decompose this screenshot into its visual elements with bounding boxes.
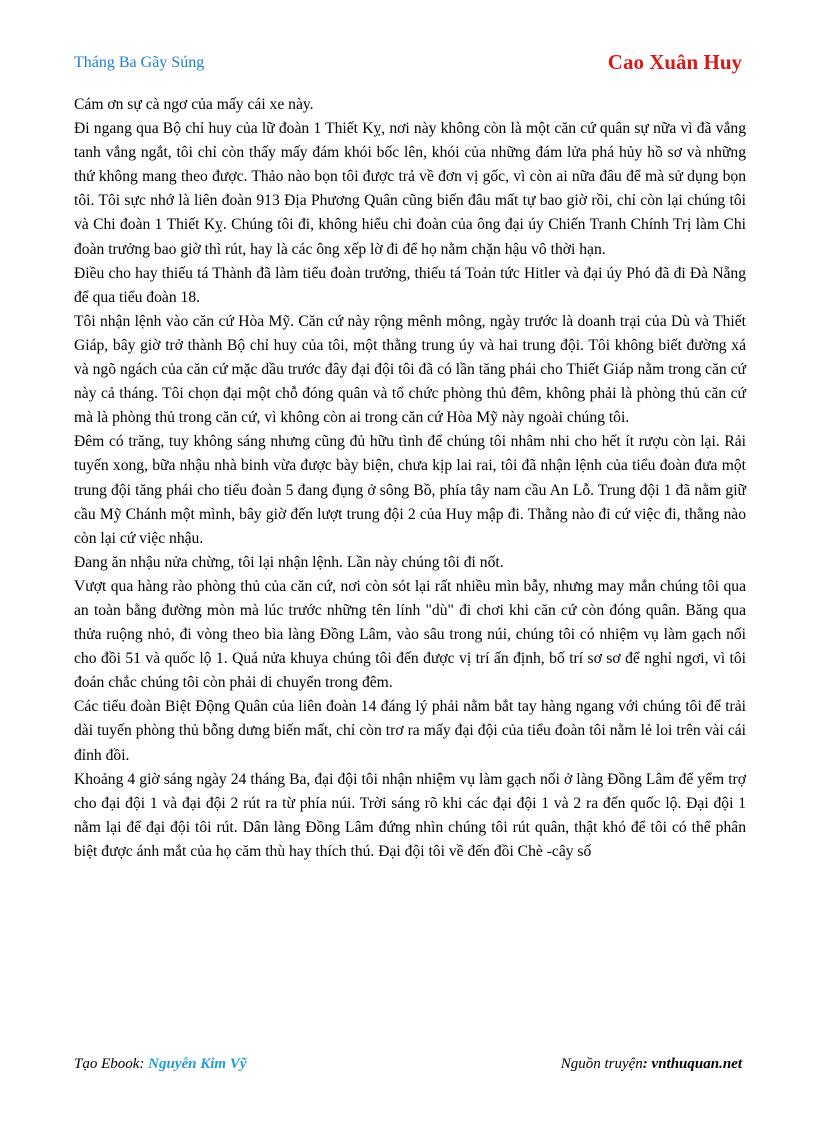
paragraph: Khoảng 4 giờ sáng ngày 24 tháng Ba, đại đội tôi nhận nhiệm vụ làm gạch nối ở làng Đồng Lâm để yểm trợ cho đại đội 1 và đại đội 2 rút ra từ phía núi. Trời sáng rõ khi các đại đội 1 và 2 ra đến quốc lộ. Đại đội 1 nằm lại để đại đội tôi rút. Dân làng Đồng Lâm đứng nhìn chúng tôi rút quân, thật khó để tôi có thể phân biệt được ánh mắt của họ căm thù hay thích thú. Đại đội tôi về đến đồi Chè -cây số: [74, 770, 746, 860]
ebook-label: Tạo Ebook: [74, 1056, 140, 1072]
source-site: vnthuquan.net: [651, 1056, 742, 1072]
source-separator: :: [642, 1056, 652, 1072]
ebook-creator-name: Nguyễn Kim Vỹ: [148, 1056, 247, 1072]
paragraph: Đi ngang qua Bộ chỉ huy của lữ đoàn 1 Thiết Kỵ, nơi này không còn là một căn cứ quân sự nữa vì đã vắng tanh vắng ngắt, tôi chỉ còn thấy mấy đám khói bốc lên, khói của những đám lửa phá hủy hồ sơ và những thứ không mang theo được. Thảo nào bọn tôi được trả về đơn vị gốc, vì còn ai nữa đâu để mà sử dụng bọn tôi. Tôi sực nhớ là liên đoàn 913 Địa Phương Quân cũng biến đâu mất tự bao giờ rồi, chỉ còn lại chúng tôi và Chi đoàn 1 Thiết Kỵ. Chúng tôi đi, không hiểu chi đoàn của ông đại úy Chiến Tranh Chính Trị làm Chi đoàn trưởng bao giờ thì rút, hay là các ông xếp lờ đi để họ nằm chặn hậu vô thời hạn.: [74, 120, 746, 258]
ebook-credit: [74, 1056, 247, 1073]
paragraph: Đang ăn nhậu nửa chừng, tôi lại nhận lệnh. Lần này chúng tôi đi nốt.: [74, 553, 504, 571]
ebook-separator: :: [139, 1056, 149, 1072]
author-name: Cao Xuân Huy: [607, 50, 742, 74]
chapter-body: [74, 93, 746, 864]
source-label: Nguồn truyện: [560, 1056, 643, 1072]
page-footer: [74, 1056, 742, 1078]
paragraph: Đêm có trăng, tuy không sáng nhưng cũng đủ hữu tình để chúng tôi nhâm nhi cho hết ít rượu còn lại. Rải tuyến xong, bữa nhậu nhà binh vừa được bày biện, chưa kịp lai rai, tôi đã nhận lệnh của tiểu đoàn đưa một trung đội tăng phái cho tiểu đoàn 5 đang đụng ở sông Bồ, phía tây nam cầu An Lỗ. Trung đội 1 đã nằm giữ cầu Mỹ Chánh một mình, bây giờ đến lượt trung đội 2 của Huy mập đi. Thằng nào đi cứ việc đi, thằng nào còn lại cứ việc nhậu.: [74, 433, 746, 547]
book-title: Tháng Ba Gãy Súng: [74, 54, 205, 71]
paragraph: Các tiểu đoàn Biệt Động Quân của liên đoàn 14 đáng lý phải nằm bắt tay hàng ngang với chúng tôi để trải dài tuyến phòng thủ bỗng dưng biến mất, chỉ còn trơ ra mấy đại đội của tiểu đoàn tôi nằm lẻ loi trên vài cái đỉnh đồi.: [74, 698, 746, 764]
source-credit: [561, 1056, 742, 1073]
paragraph: Vượt qua hàng rào phòng thủ của căn cứ, nơi còn sót lại rất nhiều mìn bẫy, nhưng may mắn chúng tôi qua an toàn bằng đường mòn mà lúc trước những tên lính "dù" đi chơi khi căn cứ còn đóng quân. Băng qua thửa ruộng nhỏ, đi vòng theo bìa làng Đồng Lâm, vào sâu trong núi, chúng tôi có nhiệm vụ làm gạch nối cho đồi 51 và quốc lộ 1. Quá nửa khuya chúng tôi đến được vị trí ấn định, bố trí sơ sơ để nghỉ ngơi, vì tôi đoán chắc chúng tôi còn phải di chuyển trong đêm.: [74, 577, 746, 692]
page-header: [74, 50, 742, 76]
paragraph: Tôi nhận lệnh vào căn cứ Hòa Mỹ. Căn cứ này rộng mênh mông, ngày trước là doanh trại của Dù và Thiết Giáp, bây giờ trở thành Bộ chỉ huy của tôi, một thằng trung úy và hai trung đội. Tôi không biết đường xá và ngõ ngách của căn cứ mặc dầu trước đây đại đội tôi đã có lần tăng phái cho Thiết Giáp nằm trong căn cứ này cả tháng. Tôi chọn đại một chỗ đóng quân và tổ chức phòng thủ đêm, không phải là phòng thủ căn cứ mà là phòng thủ trong căn cứ, vì không còn ai trong căn cứ Hòa Mỹ này ngoài chúng tôi.: [74, 312, 746, 427]
paragraph: Điều cho hay thiếu tá Thành đã làm tiểu đoàn trưởng, thiếu tá Toản tức Hitler và đại úy Phó đã đi Đà Nẵng để qua tiểu đoàn 18.: [74, 264, 746, 306]
paragraph: Cám ơn sự cà ngơ của mấy cái xe này.: [74, 96, 314, 113]
